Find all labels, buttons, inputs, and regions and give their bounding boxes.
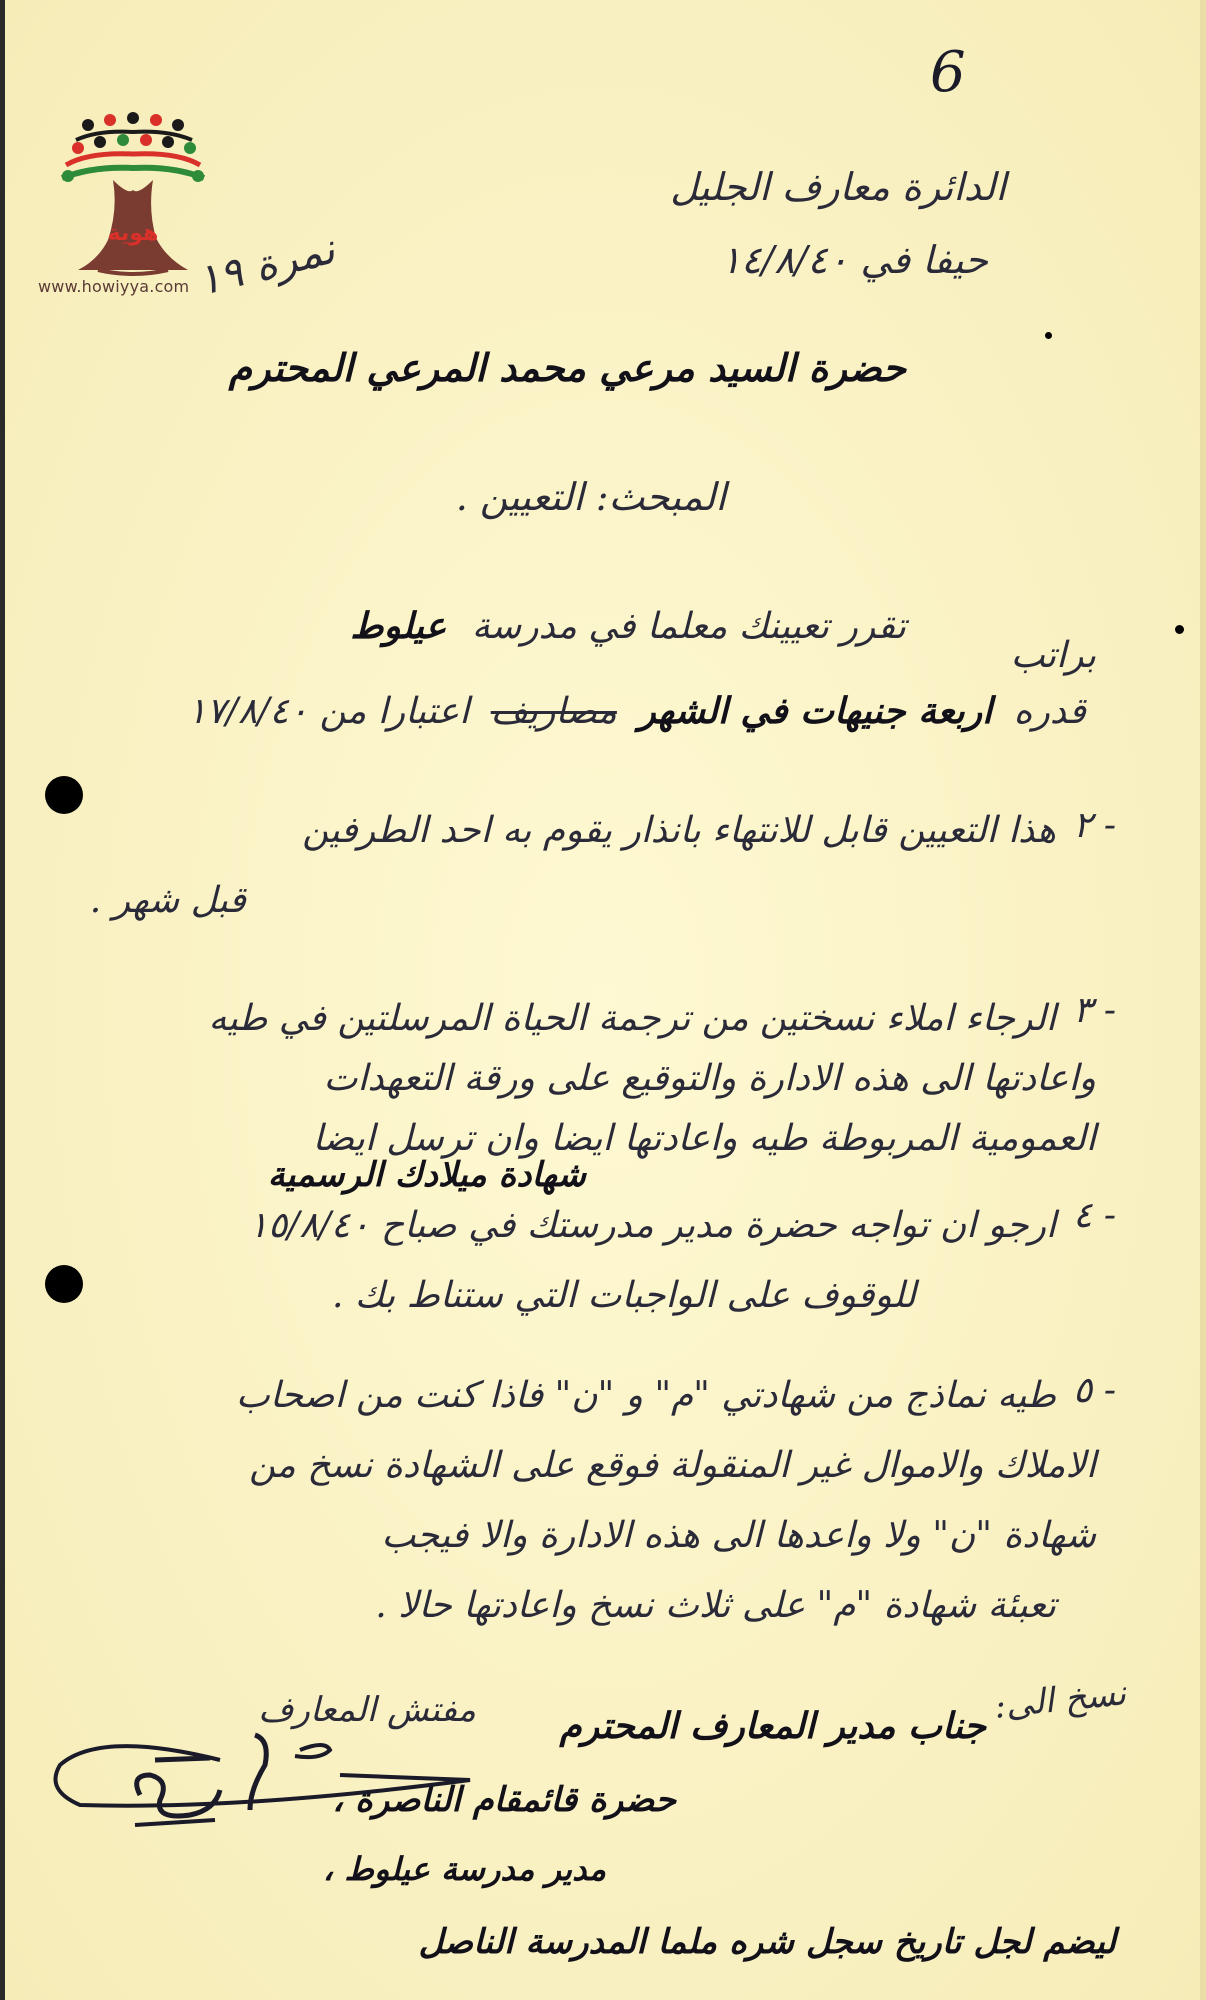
signature-title: مفتش المعارف xyxy=(258,1690,476,1730)
item-4-label: ٤ - xyxy=(1073,1195,1116,1236)
item-5-line3: شهادة "ن" ولا واعدها الى هذه الادارة والا فيجب xyxy=(381,1515,1096,1556)
item-3-line2: واعادتها الى هذه الادارة والتوقيع على ورقة التعهدات xyxy=(323,1058,1096,1099)
item-5-line1: طيه نماذج من شهادتي "م" و "ن" فاذا كنت من اصحاب xyxy=(235,1375,1056,1416)
item-1-line1: تقرر تعيينك معلما في مدرسة عيلوط xyxy=(350,605,906,647)
item-2-line2: قبل شهر . xyxy=(89,880,246,921)
ink-dot xyxy=(1045,332,1052,339)
scan-edge-right xyxy=(1200,0,1206,2000)
svg-text:هوية: هوية xyxy=(107,221,159,246)
item-1-line2: قدره اربعة جنيهات في الشهر مصاريف اعتبارا من ١٧/٨/٤٠ xyxy=(187,690,1086,732)
subject: المبحث: التعيين . xyxy=(455,475,726,519)
item-3-line1: الرجاء املاء نسختين من ترجمة الحياة المرسلتين في طيه xyxy=(208,998,1056,1039)
item-5-line2: الاملاك والاموال غير المنقولة فوقع على الشهادة نسخ من xyxy=(249,1445,1096,1486)
office-line: الدائرة معارف الجليل xyxy=(670,165,1006,209)
item-3-line4: شهادة ميلادك الرسمية xyxy=(267,1155,586,1195)
reference-number: نمرة ١٩ xyxy=(192,223,340,306)
copies-line-3: مدير مدرسة عيلوط ، xyxy=(322,1850,606,1888)
item-4-line1: ارجو ان تواجه حضرة مدير مدرستك في صباح ١٥/٨/٤٠ xyxy=(248,1205,1056,1246)
addressee: حضرة السيد مرعي محمد المرعي المحترم xyxy=(228,345,906,390)
punch-hole xyxy=(45,1265,83,1303)
item-5-label: ٥ - xyxy=(1073,1370,1116,1411)
copies-line-4: ليضم لجل تاريخ سجل شره ملما المدرسة الناصل xyxy=(418,1922,1116,1962)
item-3-line3: العمومية المربوطة طيه واعادتها ايضا وان ترسل ايضا xyxy=(312,1118,1096,1159)
item-2-line1: هذا التعيين قابل للانتهاء بانذار يقوم به احد الطرفين xyxy=(302,810,1056,851)
item-4-line2: للوقوف على الواجبات التي ستناط بك . xyxy=(331,1275,916,1316)
copies-line-1: جناب مدير المعارف المحترم xyxy=(559,1705,986,1747)
item-3-label: ٣ - xyxy=(1073,990,1116,1031)
scan-edge xyxy=(0,0,5,2000)
logo-people xyxy=(62,112,204,182)
punch-hole xyxy=(45,776,83,814)
item-2-label: ٢ - xyxy=(1073,805,1116,846)
ink-dot xyxy=(1175,625,1184,634)
copies-label: نسخ الى: xyxy=(992,1673,1128,1727)
logo-url: www.howiyya.com xyxy=(38,277,190,296)
handwritten-signature xyxy=(40,1720,480,1850)
page-number: 6 xyxy=(930,40,966,105)
copies-line-2: حضرة قائمقام الناصرة ، xyxy=(332,1780,676,1820)
item-5-line4: تعبئة شهادة "م" على ثلاث نسخ واعادتها حالا . xyxy=(375,1585,1056,1626)
item-1-salary-label: براتب xyxy=(1010,635,1096,676)
place-date: حيفا في ١٤/٨/٤٠ xyxy=(720,238,988,282)
